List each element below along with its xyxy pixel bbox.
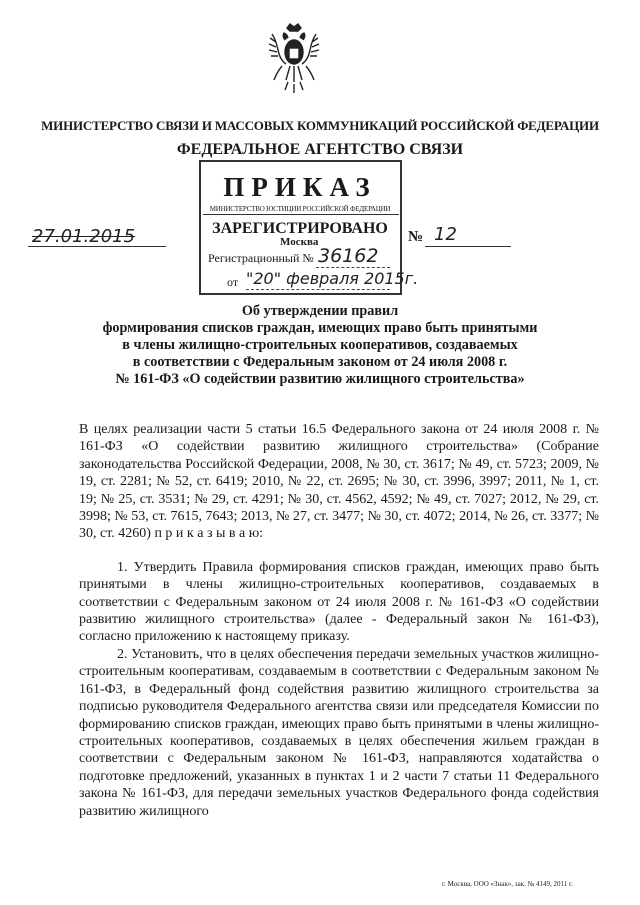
- order-date-line: [28, 246, 166, 247]
- stamp-reg-label: Регистрационный №: [208, 251, 314, 265]
- stamp-registered: ЗАРЕГИСТРИРОВАНО: [212, 220, 388, 237]
- title-line: в соответствии с Федеральным законом от 24 июля 2008 г.: [132, 354, 508, 370]
- order-title: [0, 303, 640, 388]
- title-line: № 161-ФЗ «О содействии развитию жилищного строительства»: [115, 371, 525, 387]
- stamp-date-label: от: [227, 275, 239, 289]
- reg-number-underline: [316, 267, 390, 268]
- preamble-paragraph: В целях реализации части 5 статьи 16.5 Федерального закона от 24 июля 2008 г. № 161-ФЗ «О содействии развитию жилищного строительства» (Собрание законодательства Российской Федерации, 2008, № 30, ст. 3617; № 49, ст. 5723; 2009, № 19, ст. 2281; № 52, ст. 6419; 2010, № 22, ст. 2695; № 30, ст. 3996, 3997; 2011, № 1, ст. 19; № 25, ст. 3531; № 29, ст. 4291; № 30, ст. 4562, 4592; № 49, ст. 7027; 2012, № 29, ст. 3998; № 53, ст. 7615, 7643; 2013, № 27, ст. 3477; № 30, ст. 4072; 2014, № 26, ст. 3377; № 30, ст. 4260) п р и к а з ы в а ю:: [79, 422, 599, 542]
- item-2-paragraph: 2. Установить, что в целях обеспечения передачи земельных участков жилищно-строительным кооперативам, создаваемым в соответствии с Федеральным законом № 161-ФЗ, в Федеральный фонд содействия развитию жилищного строительства за подписью руководителя Федерального агентства связи или председателя Комиссии по формированию списков граждан, имеющих право быть принятыми в члены жилищно-строительных кооперативов, создаваемых в целях обеспечения жильем граждан в соответствии с Федеральным законом № 161-ФЗ, направляются ходатайства о подготовке предложений, указанных в пунктах 1 и 2 части 7 статьи 11 Федерального закона № 161-ФЗ, для передачи земельных участков Федерального фонда содействия развитию жилищного: [79, 646, 599, 819]
- order-number-line: [425, 246, 511, 247]
- title-line: в члены жилищно-строительных кооперативов, создаваемых: [122, 337, 518, 353]
- document-type: ПРИКАЗ: [223, 172, 377, 202]
- order-number-label: №: [408, 229, 424, 245]
- coat-of-arms-icon: [266, 22, 322, 96]
- order-body: [79, 421, 599, 820]
- title-line: формирования списков граждан, имеющих право быть принятыми: [102, 320, 538, 336]
- stamp-date-value: "20" февраля 2015г.: [246, 269, 419, 288]
- stamp-divider: [203, 214, 399, 215]
- item-1-paragraph: 1. Утвердить Правила формирования списков граждан, имеющих право быть принятыми в члены жилищно-строительных кооперативов, создаваемых в соответствии с Федеральным законом от 24 июля 2008 г. № 161-ФЗ «О содействии развитию жилищного строительства» (далее - Федеральный закон № 161-ФЗ), согласно приложению к настоящему приказу.: [79, 559, 599, 645]
- order-number: 12: [434, 224, 457, 245]
- print-footer: г. Москва, ООО «Знак», зак. № 4149, 2011 г.: [442, 880, 573, 888]
- stamp-date-underline: [246, 289, 390, 290]
- stamp-ministry: МИНИСТЕРСТВО ЮСТИЦИИ РОССИЙСКОЙ ФЕДЕРАЦИИ: [209, 205, 391, 213]
- agency-name: ФЕДЕРАЛЬНОЕ АГЕНТСТВО СВЯЗИ: [176, 141, 464, 158]
- order-date: 27.01.2015: [32, 226, 136, 247]
- ministry-name: МИНИСТЕРСТВО СВЯЗИ И МАССОВЫХ КОММУНИКАЦИЙ РОССИЙСКОЙ ФЕДЕРАЦИИ: [41, 118, 599, 133]
- title-line: Об утверждении правил: [241, 303, 399, 319]
- stamp-city: Москва: [280, 236, 319, 248]
- stamp-reg-number: 36162: [318, 245, 379, 267]
